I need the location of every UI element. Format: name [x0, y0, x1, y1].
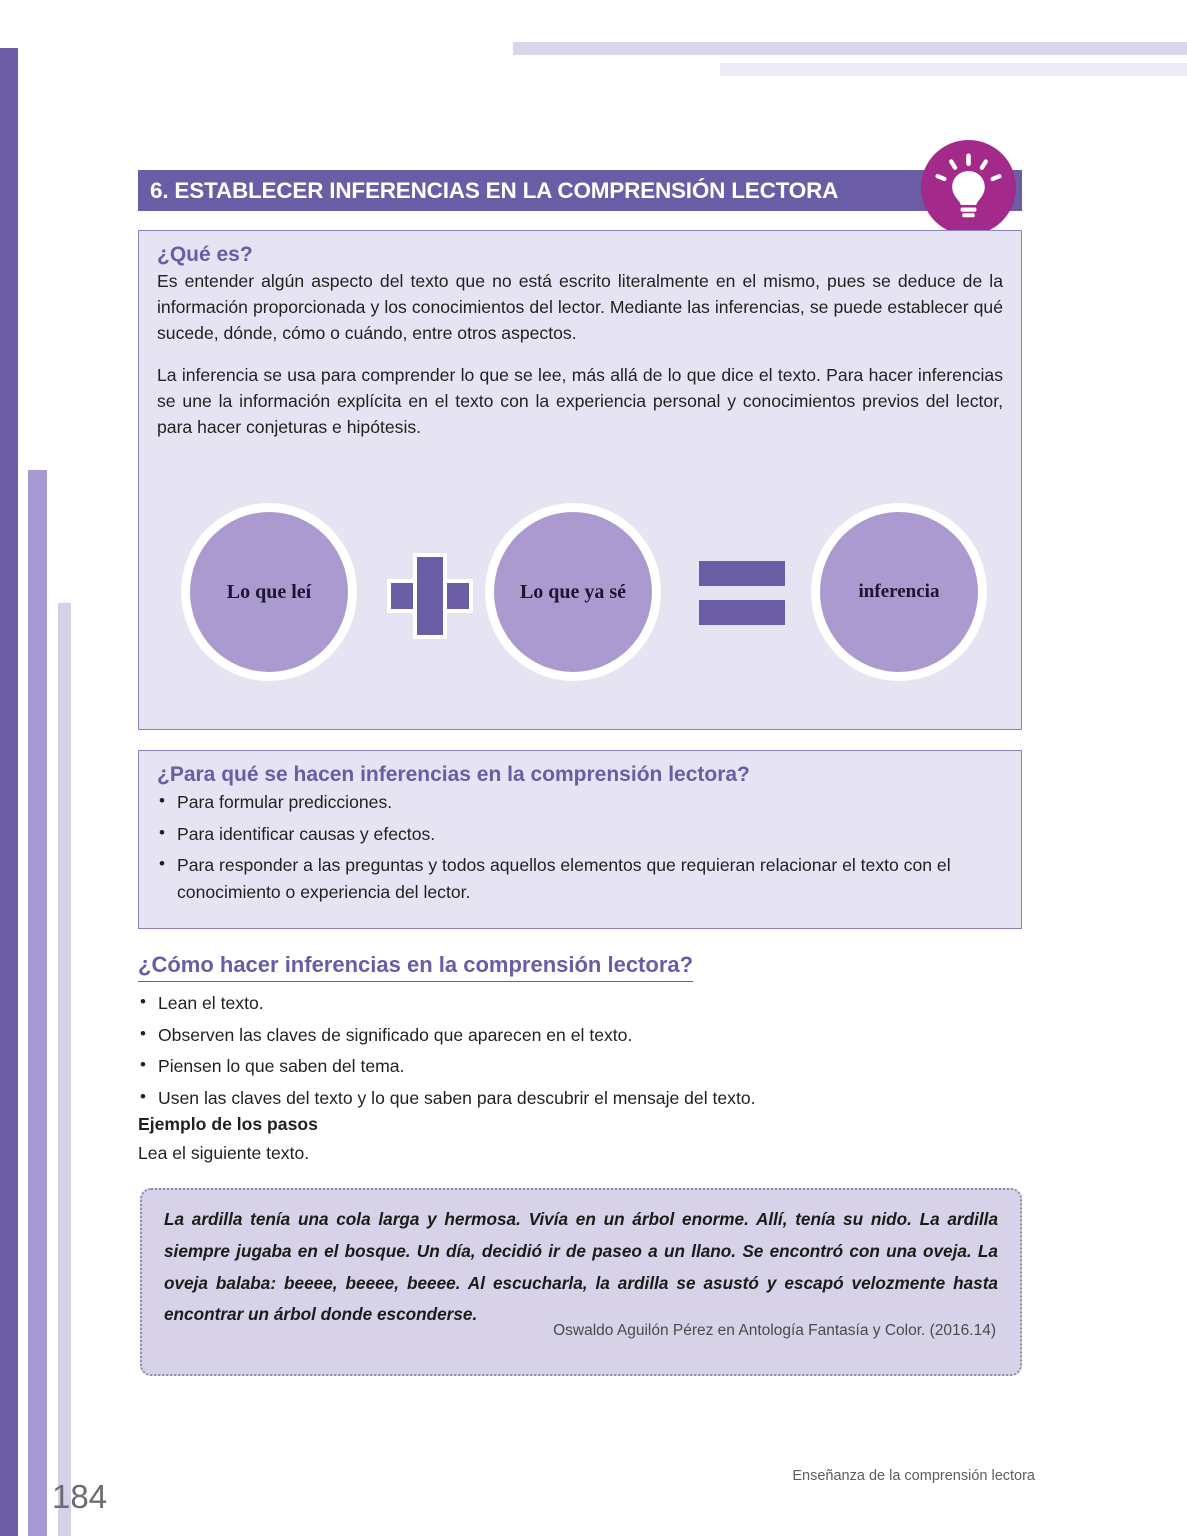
how-heading: ¿Cómo hacer inferencias en la comprensión lectora?: [138, 952, 693, 982]
plus-icon: [387, 553, 465, 631]
section-title-bar: [138, 170, 1022, 211]
equals-icon: [699, 561, 785, 625]
example-instruction: Lea el siguiente texto.: [138, 1143, 310, 1163]
footer-note: Enseñanza de la comprensión lectora: [792, 1468, 1035, 1484]
why-heading: ¿Para qué se hacen inferencias en la comprensión lectora?: [157, 763, 750, 786]
lightbulb-icon: [921, 140, 1016, 235]
diagram-circle-2-label: Lo que ya sé: [519, 580, 627, 603]
diagram-circle-3-label: inferencia: [858, 581, 940, 602]
page-number: 184: [52, 1478, 108, 1515]
list-item: • Piensen lo que saben del tema.: [138, 1053, 1022, 1080]
left-decorative-bar-dark: [0, 48, 18, 1536]
example-label: Ejemplo de los pasos: [138, 1114, 318, 1134]
inference-formula-diagram: [139, 503, 1023, 703]
what-is-paragraph-2: La inferencia se usa para comprender lo que se lee, más allá de lo que dice el texto. Para hacer inferencias se une la información explícita en el texto con la experiencia personal y conocimientos previos del lector, para hacer conjeturas e hipótesis.: [157, 365, 1003, 438]
diagram-circle-what-i-read: [181, 503, 357, 681]
list-item: • Para responder a las preguntas y todos aquellos elementos que requieran relacionar el texto con el conocimiento o experiencia del lector.: [157, 852, 1003, 905]
list-item: • Para identificar causas y efectos.: [157, 821, 1003, 848]
left-decorative-bar-light: [58, 603, 71, 1536]
reading-sample-text: La ardilla tenía una cola larga y hermosa. Vivía en un árbol enorme. Allí, tenía su nido. La ardilla siempre jugaba en el bosque. Un día, decidió ir de paseo a un llano. Se encontró con una oveja. La oveja balaba: beeee, beeee, beeee. Al escucharla, la ardilla se asustó y escapó velozmente hasta encontrar un árbol donde esconderse.: [164, 1209, 998, 1325]
why-list: [157, 789, 1003, 906]
diagram-circle-inference: [811, 503, 987, 681]
left-decorative-bar-medium: [28, 470, 47, 1536]
diagram-circle-1-label: Lo que leí: [226, 580, 312, 603]
diagram-circle-what-i-know: [485, 503, 661, 681]
page-title: 6. ESTABLECER INFERENCIAS EN LA COMPRENSIÓN LECTORA: [150, 177, 839, 203]
how-list: [138, 990, 1022, 1117]
what-is-heading: ¿Qué es?: [157, 243, 253, 266]
why-box: [138, 750, 1022, 929]
list-item: • Observen las claves de significado que aparecen en el texto.: [138, 1022, 1022, 1049]
reading-sample-citation: Oswaldo Aguilón Pérez en Antología Fantasía y Color. (2016.14): [553, 1322, 996, 1339]
what-is-box: [138, 230, 1022, 730]
list-item: • Lean el texto.: [138, 990, 1022, 1017]
top-decorative-bar-2: [720, 63, 1187, 76]
top-decorative-bar-1: [513, 42, 1187, 55]
what-is-paragraph-1: Es entender algún aspecto del texto que no está escrito literalmente en el mismo, pues se deduce de la información proporcionada y los conocimientos del lector. Mediante las inferencias, se puede establecer qué sucede, dónde, cómo o cuándo, entre otros aspectos.: [157, 271, 1003, 344]
list-item: • Para formular predicciones.: [157, 789, 1003, 816]
list-item: • Usen las claves del texto y lo que saben para descubrir el mensaje del texto.: [138, 1085, 1022, 1112]
reading-sample-box: [140, 1188, 1022, 1376]
